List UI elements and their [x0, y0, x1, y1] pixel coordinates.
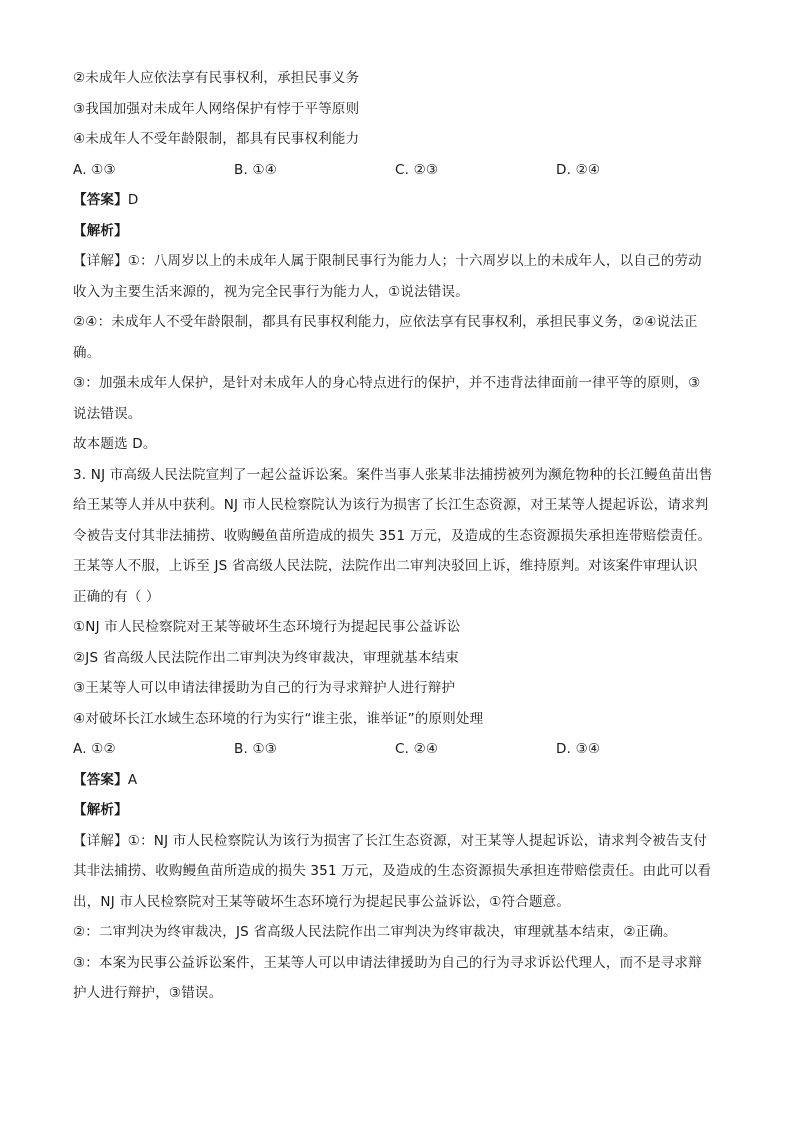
analysis-label: 【解析】: [73, 802, 128, 818]
stem-line: 3. NJ 市高级人民法院宣判了一起公益诉讼案。案件当事人张某非法捕捞被列为濒危物种的长江鳗鱼苗出售: [73, 466, 713, 483]
detail-line: 说法错误。: [73, 405, 142, 422]
stem-line: 令被告支付其非法捕捞、收购鳗鱼苗所造成的损失 351 万元，及造成的生态资源损失承担连带赔偿责任。: [73, 527, 712, 544]
statement-4: ④未成年人不受年龄限制，都具有民事权利能力: [73, 131, 360, 147]
stem-line: 正确的有（ ）: [73, 588, 160, 605]
option-c: C. ②④: [395, 741, 439, 757]
statement-2: ②未成年人应依法享有民事权利，承担民事义务: [73, 70, 360, 86]
detail-line: 【详解】①：NJ 市人民检察院认为该行为损害了长江生态资源，对王某等人提起诉讼，请求判令被告支付: [73, 832, 708, 849]
stem-line: 王某等人不服，上诉至 JS 省高级人民法院，法院作出二审判决驳回上诉，维持原判。对该案件审理认识: [73, 558, 698, 574]
detail-line: 护人进行辩护，③错误。: [73, 985, 223, 1001]
option-a: A. ①②: [73, 741, 116, 757]
analysis-label: 【解析】: [73, 222, 128, 239]
statement-4: ④对破坏长江水域生态环境的行为实行“谁主张，谁举证”的原则处理: [73, 710, 484, 727]
answer-options: [73, 155, 734, 186]
option-b: B. ①③: [234, 741, 278, 757]
detail-line: 【详解】①：八周岁以上的未成年人属于限制民事行为能力人；十六周岁以上的未成年人，以自己的劳动: [73, 253, 702, 269]
option-a: A. ①③: [73, 161, 116, 178]
answer-options: [73, 734, 734, 765]
detail-line: 确。: [73, 344, 101, 361]
answer-label: 【答案】: [73, 192, 128, 208]
detail-line: 故本题选 D。: [73, 436, 157, 452]
statement-2: ②JS 省高级人民法院作出二审判决为终审裁决，审理就基本结束: [73, 649, 459, 666]
stem-line: 给王某等人并从中获利。NJ 市人民检察院认为该行为损害了长江生态资源，对王某等人提起诉讼，请求判: [73, 497, 709, 513]
option-b: B. ①④: [234, 161, 278, 178]
detail-line: 其非法捕捞、收购鳗鱼苗所造成的损失 351 万元，及造成的生态资源损失承担连带赔偿责任。由此可以看: [73, 863, 712, 879]
detail-line: ②：二审判决为终审裁决，JS 省高级人民法院作出二审判决为终审裁决，审理就基本结束，②正确。: [73, 924, 677, 940]
answer-value: A: [127, 771, 138, 788]
detail-line: ②④：未成年人不受年龄限制，都具有民事权利能力，应依法享有民事权利，承担民事义务，②④说法正: [73, 314, 698, 330]
answer-line: [73, 765, 734, 796]
statement-3: ③我国加强对未成年人网络保护有悖于平等原则: [73, 100, 360, 117]
option-c: C. ②③: [395, 161, 439, 178]
detail-line: 收入为主要生活来源的，视为完全民事行为能力人，①说法错误。: [73, 283, 469, 300]
detail-line: ③：加强未成年人保护，是针对未成年人的身心特点进行的保护，并不违背法律面前一律平等的原则，③: [73, 375, 701, 391]
statement-1: ①NJ 市人民检察院对王某等破坏生态环境行为提起民事公益诉讼: [73, 619, 461, 635]
question-3: [73, 460, 734, 1009]
answer-label: 【答案】: [73, 771, 128, 788]
option-d: D. ③④: [556, 741, 601, 757]
answer-value: D: [127, 192, 139, 208]
detail-line: 出，NJ 市人民检察院对王某等破坏生态环境行为提起民事公益诉讼，①符合题意。: [73, 893, 571, 910]
question-2-tail: [73, 63, 734, 460]
detail-line: ③：本案为民事公益诉讼案件，王某等人可以申请法律援助为自己的行为寻求诉讼代理人，而不是寻求辩: [73, 954, 702, 971]
option-d: D. ②④: [556, 161, 601, 178]
statement-3: ③王某等人可以申请法律援助为自己的行为寻求辩护人进行辩护: [73, 680, 456, 696]
answer-line: [73, 185, 734, 216]
